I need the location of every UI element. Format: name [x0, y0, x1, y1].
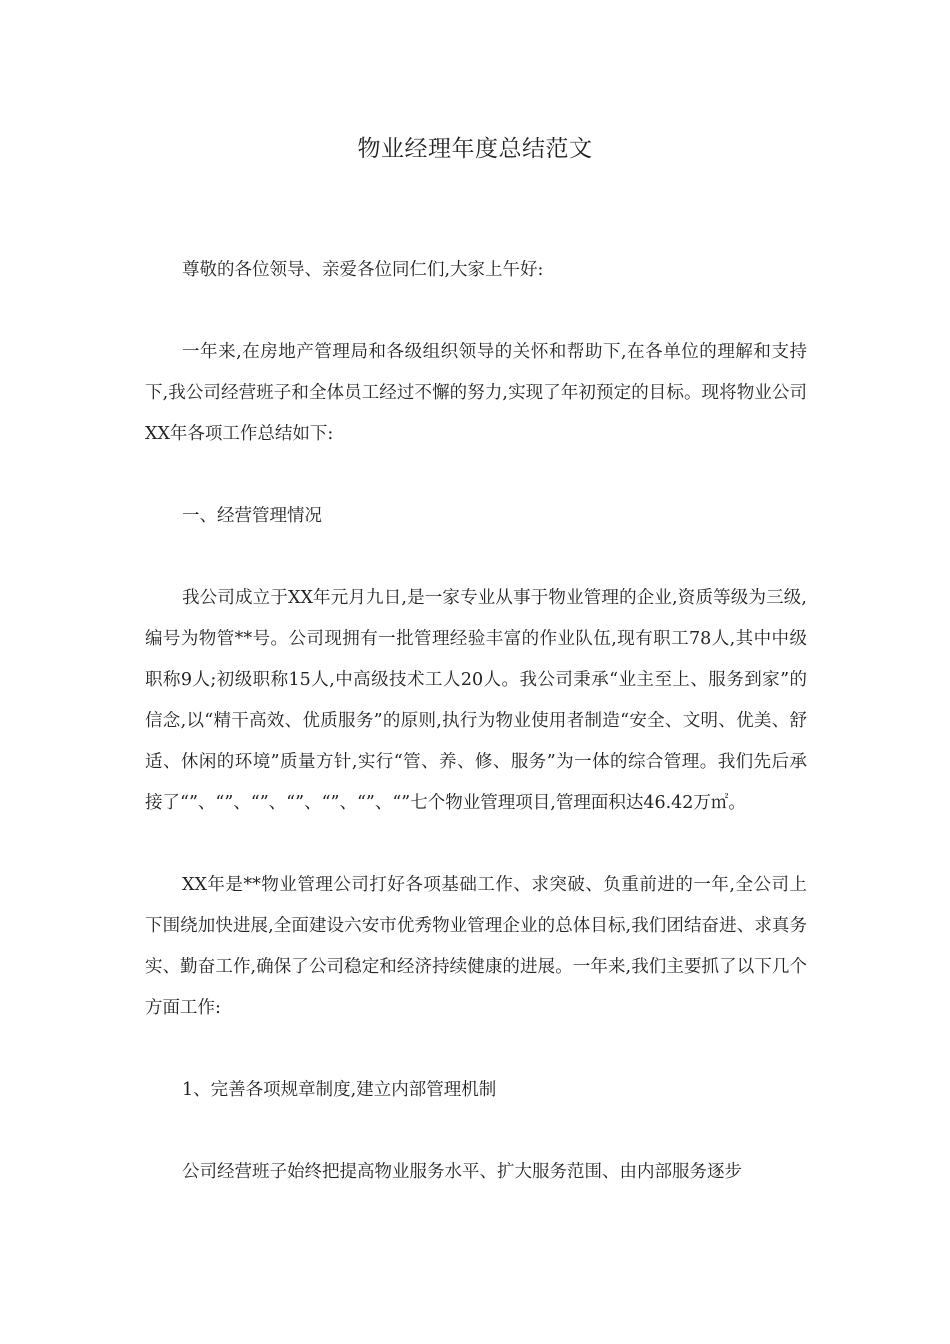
- document-title: 物业经理年度总结范文: [357, 136, 593, 162]
- document-body: [145, 250, 807, 1234]
- yearly-work-paragraph: XX年是**物业管理公司打好各项基础工作、求突破、负重前进的一年,全公司上下围绕加快进展,全面建设六安市优秀物业管理企业的总体目标,我们团结奋进、求真务实、勤奋工作,确保了公司稳定和经济持续健康的进展。一年来,我们主要抓了以下几个方面工作:: [145, 875, 807, 1018]
- intro-paragraph: 一年来,在房地产管理局和各级组织领导的关怀和帮助下,在各单位的理解和支持下,我公司经营班子和全体员工经过不懈的努力,实现了年初预定的目标。现将物业公司XX年各项工作总结如下:: [145, 342, 807, 444]
- greeting-paragraph: 尊敬的各位领导、亲爱各位同仁们,大家上午好:: [182, 260, 544, 280]
- company-overview-paragraph: 我公司成立于XX年元月九日,是一家专业从事于物业管理的企业,资质等级为三级,编号为物管**号。公司现拥有一批管理经验丰富的作业队伍,现有职工78人,其中中级职称9人;初级职称15人,中高级技术工人20人。我公司秉承“业主至上、服务到家”的信念,以“精干高效、优质服务”的原则,执行为物业使用者制造“安全、文明、优美、舒适、休闲的环境”质量方针,实行“管、养、修、服务”为一体的综合管理。我们先后承接了“”、“”、“”、“”、“”、“”、“”七个物业管理项目,管理面积达46.42万㎡。: [145, 588, 807, 813]
- section-heading: 一、经营管理情况: [182, 506, 322, 526]
- management-paragraph: 公司经营班子始终把提高物业服务水平、扩大服务范围、由内部服务逐步: [182, 1162, 742, 1182]
- subsection-heading: 1、完善各项规章制度,建立内部管理机制: [182, 1080, 497, 1100]
